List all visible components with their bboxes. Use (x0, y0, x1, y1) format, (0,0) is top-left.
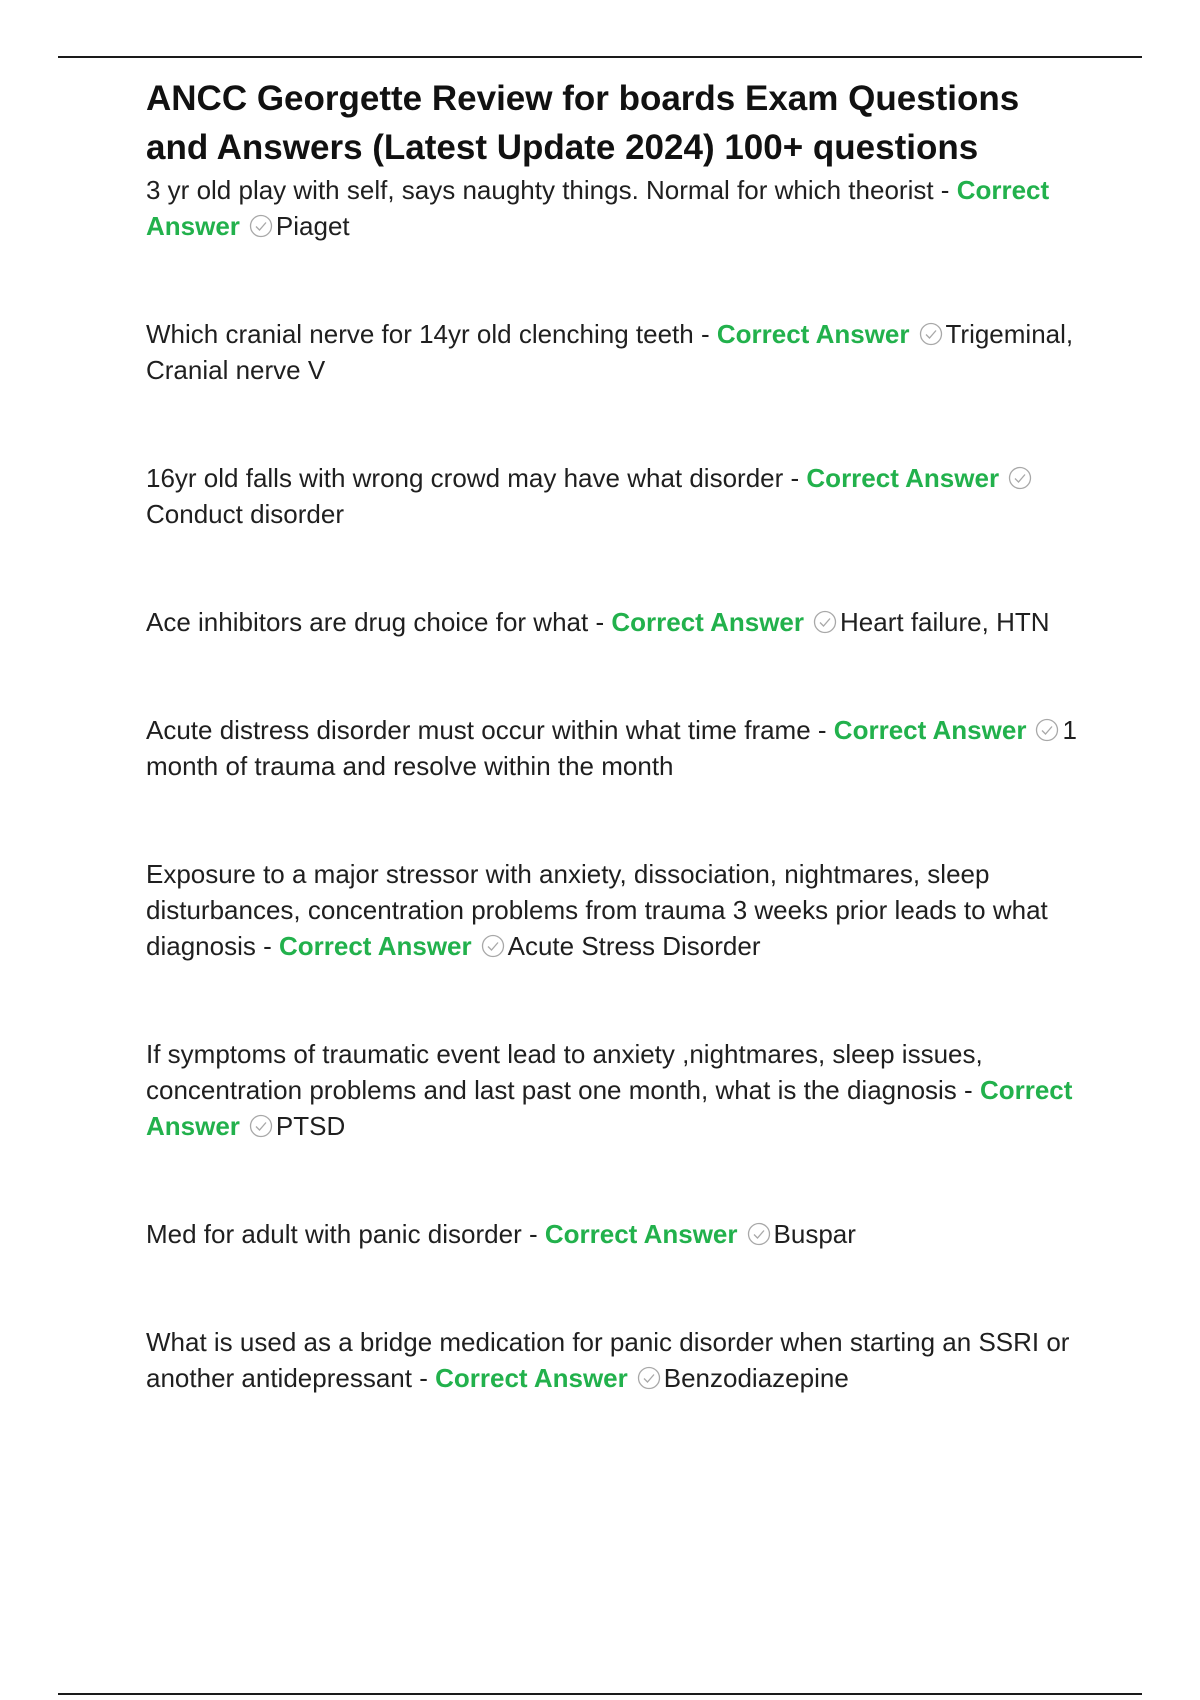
question-text: What is used as a bridge medication for panic disorder when starting an SSRI or another antidepressant - (146, 1327, 1070, 1393)
correct-answer-label: Correct Answer (278, 931, 472, 961)
question-text: 3 yr old play with self, says naughty things. Normal for which theorist - (146, 175, 950, 205)
answer-text: Buspar (773, 1219, 856, 1249)
answer-text: 1 month of trauma and resolve within the month (146, 715, 1077, 781)
check-circle-icon (919, 322, 943, 346)
qa-item (146, 316, 1086, 388)
answer-text: Piaget (275, 211, 350, 241)
check-circle-icon (1035, 718, 1059, 742)
answer-text: PTSD (275, 1111, 346, 1141)
check-circle-icon (249, 1114, 273, 1138)
answer-text: Acute Stress Disorder (507, 931, 761, 961)
correct-answer-label: Correct Answer (716, 319, 910, 349)
correct-answer-label: Correct Answer (544, 1219, 738, 1249)
check-circle-icon (637, 1366, 661, 1390)
question-text: If symptoms of traumatic event lead to anxiety ,nightmares, sleep issues, concentration problems and last past one month, what is the diagnosis - (146, 1039, 983, 1105)
check-circle-icon (813, 610, 837, 634)
qa-item (146, 1036, 1086, 1144)
question-text: Exposure to a major stressor with anxiety, dissociation, nightmares, sleep disturbances, concentration problems from trauma 3 weeks prior leads to what diagnosis - (146, 859, 1048, 961)
check-circle-icon (249, 214, 273, 238)
correct-answer-label: Correct Answer (435, 1363, 628, 1393)
correct-answer-label: Correct Answer (611, 607, 805, 637)
question-text: 16yr old falls with wrong crowd may have what disorder - (146, 463, 800, 493)
qa-item (146, 1216, 1086, 1252)
answer-text: Benzodiazepine (663, 1363, 849, 1393)
top-rule (58, 56, 1142, 58)
qa-item (146, 172, 1086, 244)
qa-item (146, 712, 1086, 784)
answer-text: Heart failure, HTN (840, 607, 1050, 637)
document-title: ANCC Georgette Review for boards Exam Questions and Answers (Latest Update 2024) 100+ questions (146, 79, 1020, 167)
question-text: Acute distress disorder must occur within what time frame - (146, 715, 827, 745)
correct-answer-label: Correct Answer (833, 715, 1027, 745)
qa-item (146, 1324, 1086, 1396)
document-body (146, 74, 1086, 1396)
correct-answer-label: Correct Answer (146, 1075, 1073, 1141)
correct-answer-label: Correct Answer (806, 463, 1000, 493)
check-circle-icon (747, 1222, 771, 1246)
qa-item (146, 856, 1086, 964)
check-circle-icon (481, 934, 505, 958)
qa-item (146, 604, 1086, 640)
check-circle-icon (1008, 466, 1032, 490)
qa-item (146, 460, 1086, 532)
bottom-rule (58, 1693, 1142, 1695)
question-text: Ace inhibitors are drug choice for what - (146, 607, 605, 637)
question-text: Med for adult with panic disorder - (146, 1219, 538, 1249)
answer-text: Conduct disorder (146, 499, 344, 529)
correct-answer-label: Correct Answer (146, 175, 1050, 241)
question-text: Which cranial nerve for 14yr old clenching teeth - (146, 319, 710, 349)
answer-text: Trigeminal, Cranial nerve V (146, 319, 1074, 385)
